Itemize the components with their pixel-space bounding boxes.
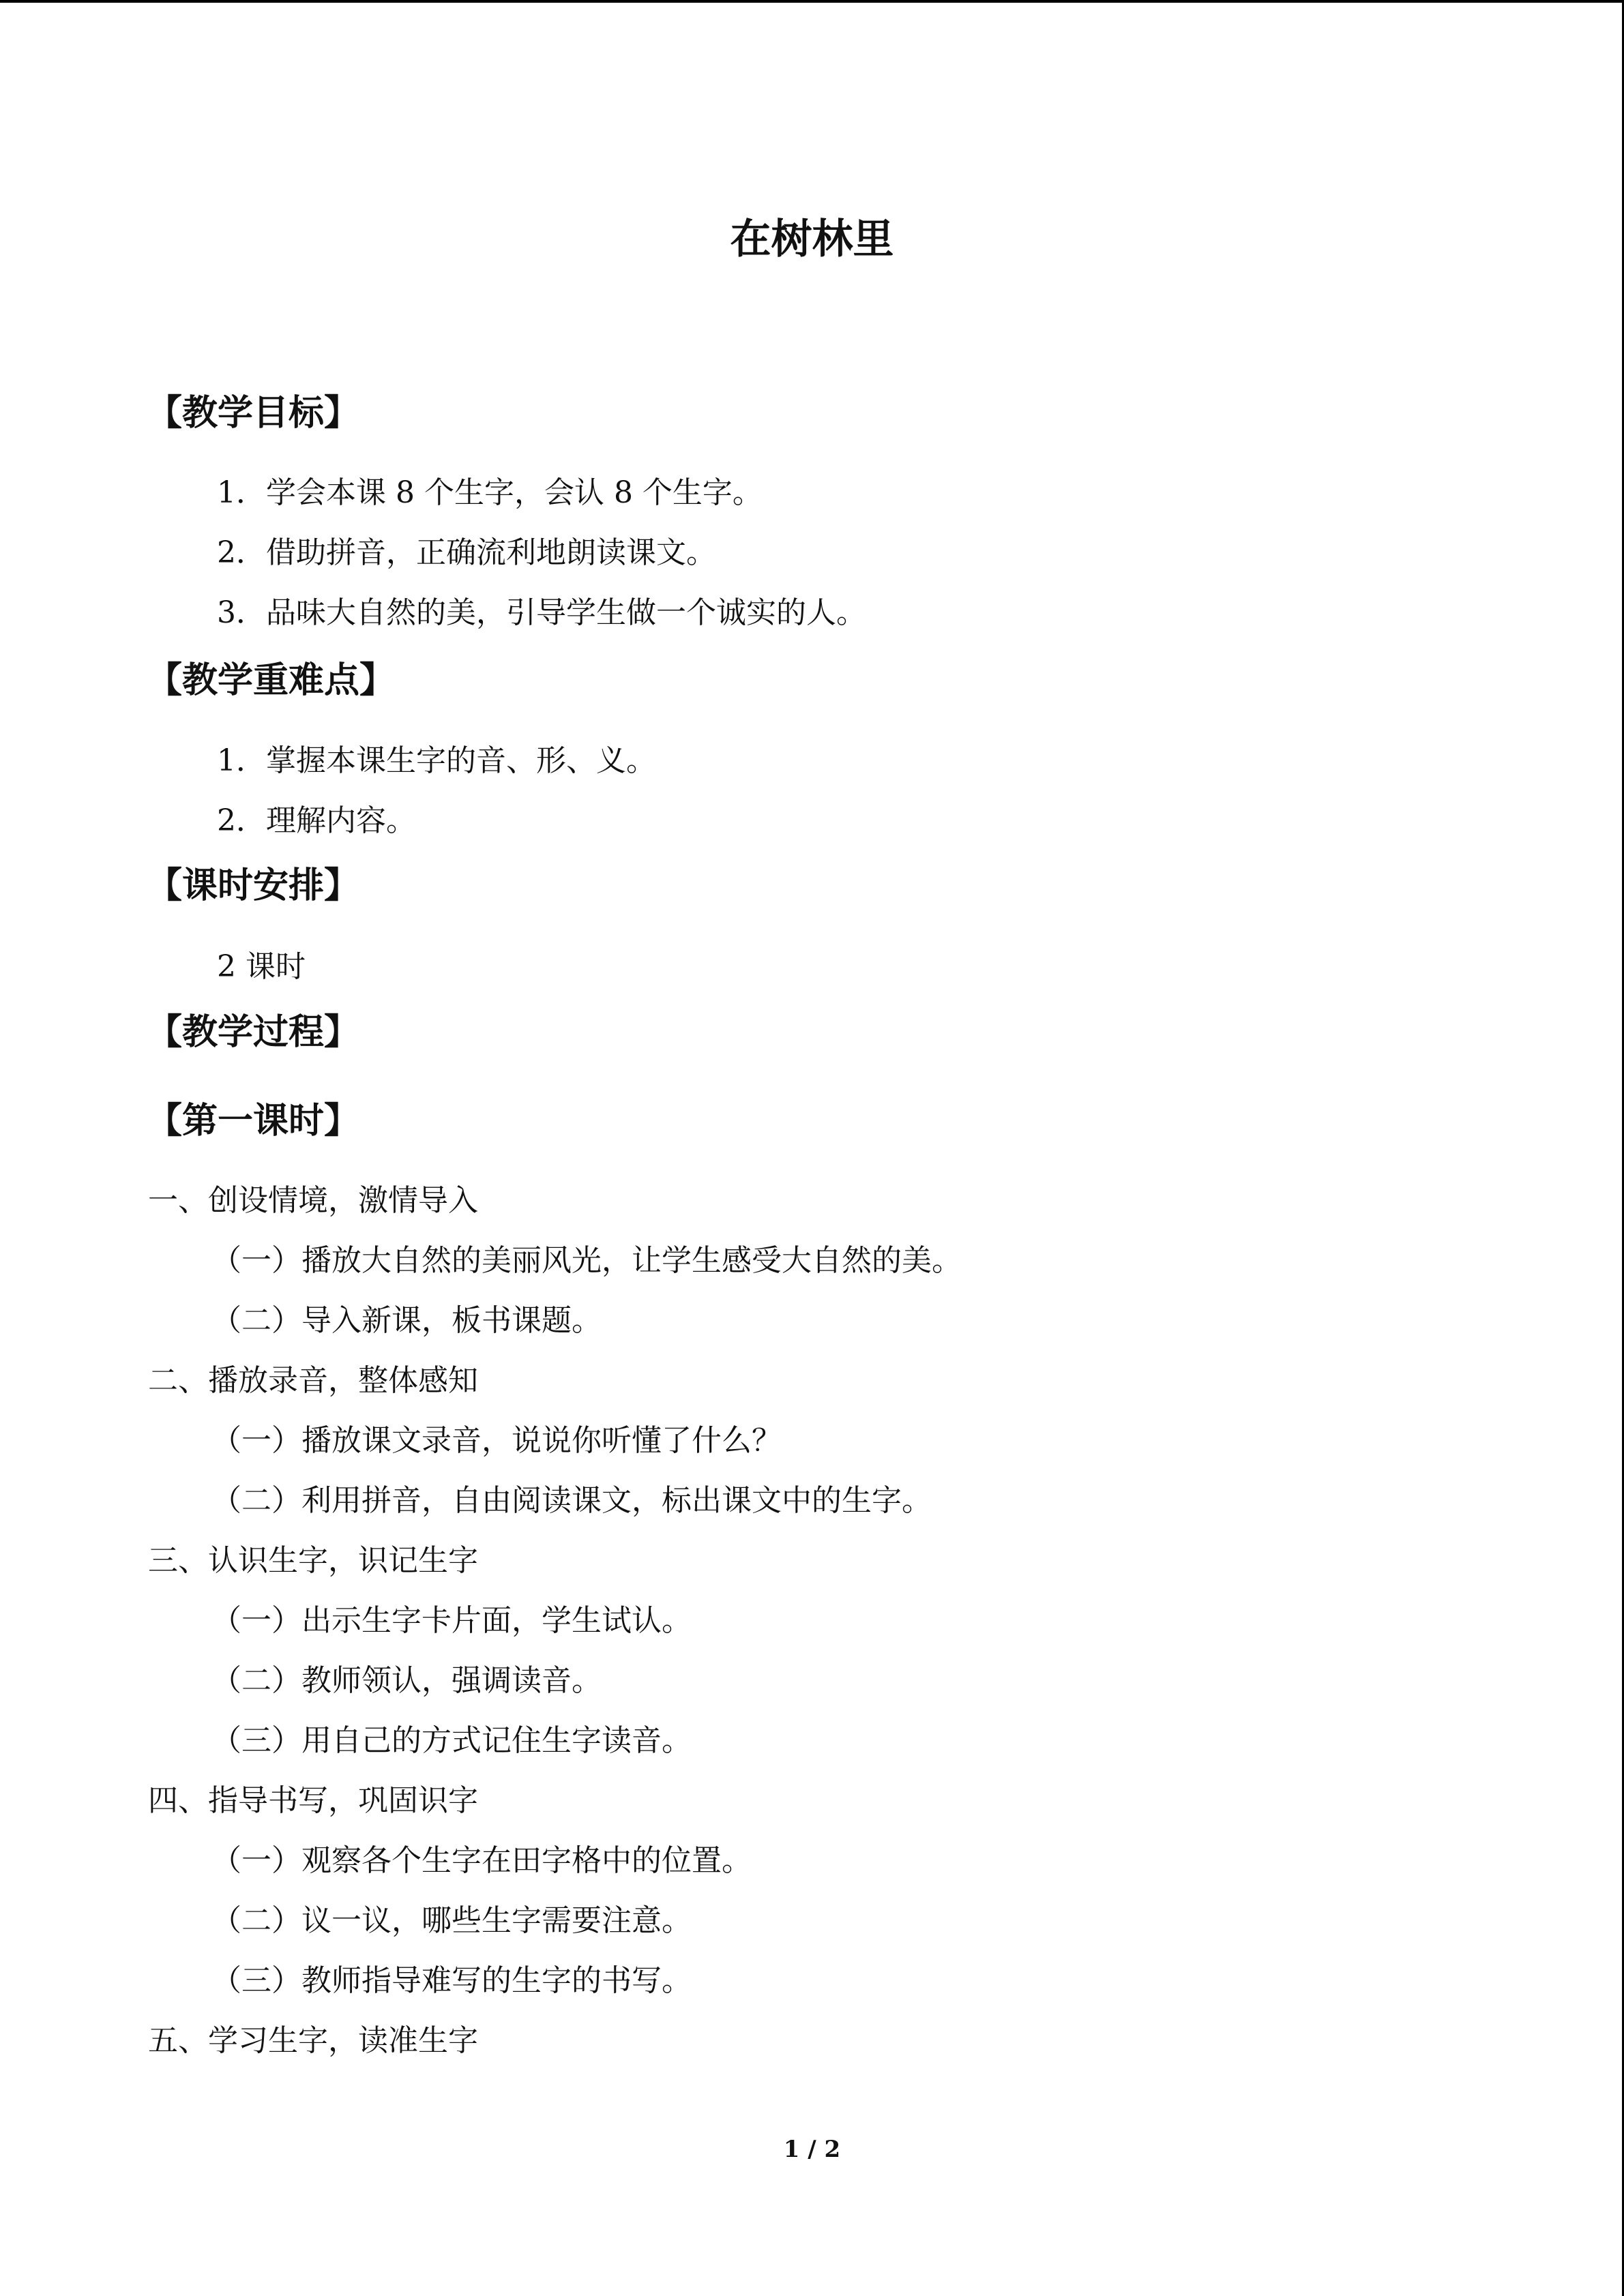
step-2-item-2: （二）利用拼音，自由阅读课文，标出课文中的生字。	[211, 1483, 932, 1518]
heading-schedule: 【课时安排】	[147, 865, 360, 906]
step-1-item-1: （一）播放大自然的美丽风光，让学生感受大自然的美。	[211, 1243, 962, 1278]
step-4-title: 四、指导书写，巩固识字	[148, 1783, 478, 1818]
heading-objectives: 【教学目标】	[147, 393, 360, 434]
step-1-title: 一、创设情境，激情导入	[148, 1183, 478, 1218]
page-title: 在树林里	[730, 215, 894, 263]
step-4-item-3: （三）教师指导难写的生字的书写。	[211, 1963, 692, 1998]
objective-item-1: 1．学会本课 8 个生字，会认 8 个生字。	[217, 475, 763, 510]
step-3-title: 三、认识生字，识记生字	[148, 1543, 478, 1578]
heading-key-points: 【教学重难点】	[147, 660, 396, 701]
key-point-item-2: 2．理解内容。	[217, 803, 416, 838]
heading-lesson-1: 【第一课时】	[147, 1101, 360, 1142]
objective-item-2: 2．借助拼音，正确流利地朗读课文。	[217, 535, 716, 570]
objective-item-3: 3．品味大自然的美，引导学生做一个诚实的人。	[217, 595, 866, 630]
heading-process: 【教学过程】	[147, 1012, 360, 1053]
step-5-title: 五、学习生字，读准生字	[148, 2023, 478, 2058]
step-4-item-1: （一）观察各个生字在田字格中的位置。	[211, 1843, 752, 1878]
schedule-text: 2 课时	[217, 949, 306, 984]
page-number: 1 / 2	[783, 2136, 841, 2163]
step-3-item-2: （二）教师领认，强调读音。	[211, 1663, 602, 1698]
top-border	[0, 0, 1624, 3]
step-1-item-2: （二）导入新课，板书课题。	[211, 1303, 602, 1338]
step-4-item-2: （二）议一议，哪些生字需要注意。	[211, 1903, 692, 1938]
step-3-item-3: （三）用自己的方式记住生字读音。	[211, 1723, 692, 1758]
step-3-item-1: （一）出示生字卡片面，学生试认。	[211, 1603, 692, 1638]
step-2-item-1: （一）播放课文录音，说说你听懂了什么？	[211, 1423, 782, 1458]
step-2-title: 二、播放录音，整体感知	[148, 1363, 478, 1398]
key-point-item-1: 1．掌握本课生字的音、形、义。	[217, 743, 656, 778]
